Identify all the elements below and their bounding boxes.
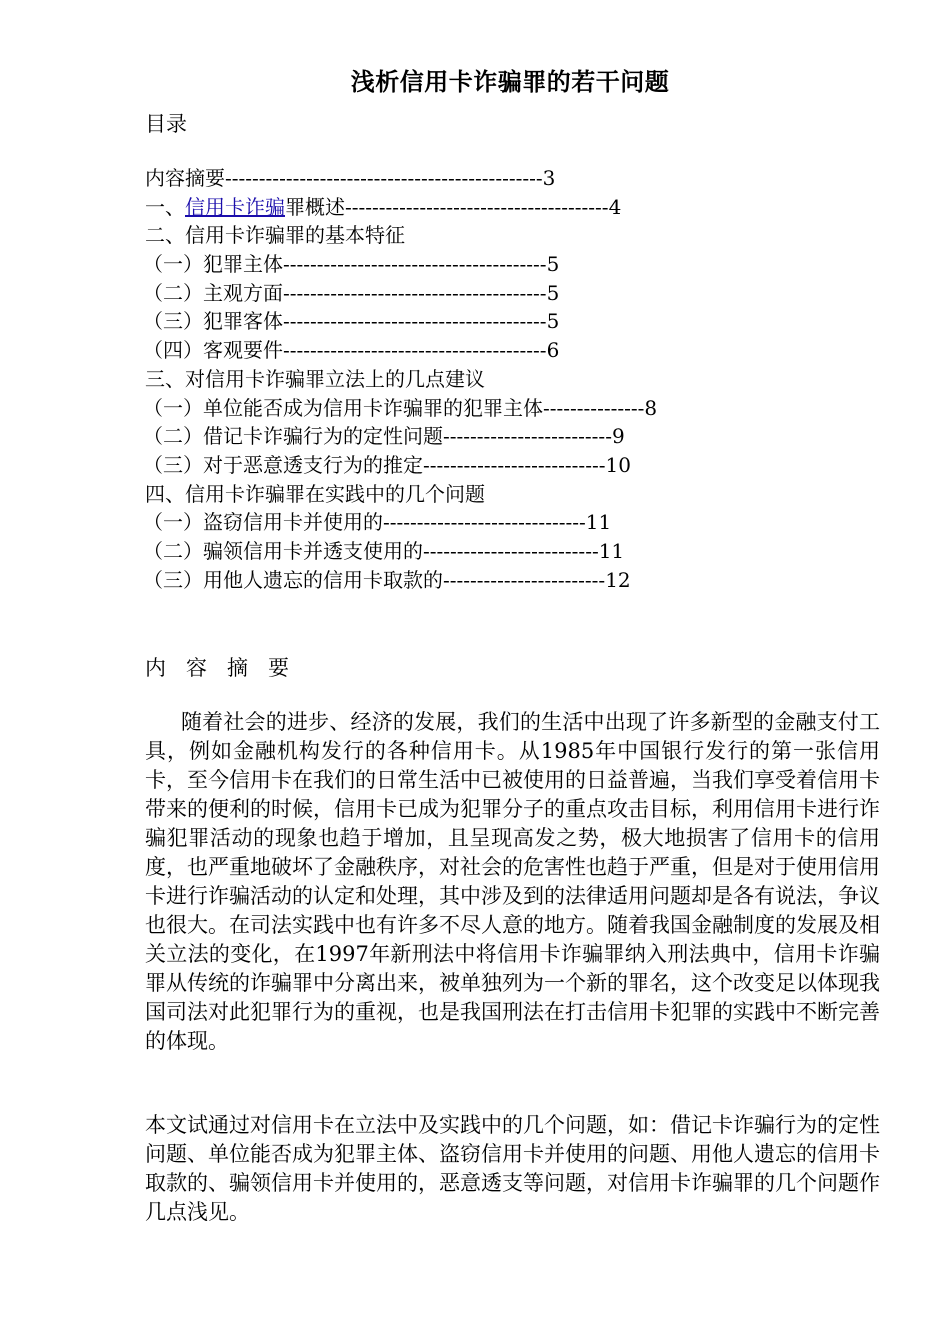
toc-heading: 目录 — [145, 112, 187, 136]
toc-page-number: 12 — [605, 567, 631, 592]
toc-entry — [143, 451, 657, 480]
toc-entry — [143, 422, 657, 451]
toc-entry — [143, 537, 657, 566]
toc-leader: --------------------------- — [423, 452, 606, 477]
toc-page-number: 5 — [546, 280, 560, 305]
toc-entry-text: （一）犯罪主体 — [143, 252, 283, 277]
toc-entry-text: （三）对于恶意透支行为的推定 — [143, 452, 423, 477]
toc-entry-text: 四、信用卡诈骗罪在实践中的几个问题 — [145, 481, 485, 506]
toc-leader: -------------------------- — [423, 538, 599, 563]
toc-entry — [143, 279, 657, 308]
toc-leader: --------------------------------------- — [283, 309, 547, 334]
table-of-contents — [145, 164, 657, 594]
toc-leader: ----------------------------------------------- — [225, 166, 543, 190]
toc-entry-text: （二）骗领信用卡并透支使用的 — [143, 538, 423, 563]
toc-page-number: 4 — [608, 194, 622, 219]
toc-entry — [145, 193, 657, 222]
toc-leader: --------------------------------------- — [283, 338, 547, 363]
toc-page-number: 8 — [644, 395, 658, 420]
toc-entry-text-suffix: 罪概述 — [285, 194, 345, 219]
toc-page-number: 11 — [598, 538, 625, 563]
toc-entry — [143, 566, 657, 595]
abstract-paragraph: 随着社会的进步、经济的发展，我们的生活中出现了许多新型的金融支付工具，例如金融机构发行的各种信用卡。从1985年中国银行发行的第一张信用卡，至今信用卡在我们的日常生活中已被使用的日益普遍，当我们享受着信用卡带来的便利的时候，信用卡已成为犯罪分子的重点攻击目标，利用信用卡进行诈骗犯罪活动的现象也趋于增加，且呈现高发之势，极大地损害了信用卡的信用度，也严重地破坏了金融秩序，对社会的危害性也趋于严重，但是对于使用信用卡进行诈骗活动的认定和处理，其中涉及到的法律适用问题却是各有说法，争议也很大。在司法实践中也有许多不尽人意的地方。随着我国金融制度的发展及相关立法的变化，在1997年新刑法中将信用卡诈骗罪纳入刑法典中，信用卡诈骗罪从传统的诈骗罪中分离出来，被单独列为一个新的罪名，这个改变足以体现我国司法对此犯罪行为的重视，也是我国刑法在打击信用卡犯罪的实践中不断完善的体现。 — [145, 710, 880, 1053]
toc-entry-text: 内容摘要 — [145, 166, 225, 190]
toc-entry — [143, 307, 657, 336]
toc-entry-text: 三、对信用卡诈骗罪立法上的几点建议 — [145, 366, 485, 391]
abstract-heading: 内容摘要 — [145, 656, 309, 680]
toc-leader: --------------------------------------- — [283, 280, 547, 305]
toc-entry — [143, 508, 657, 537]
toc-entry — [143, 394, 657, 423]
toc-entry-text: （一）盗窃信用卡并使用的 — [143, 510, 383, 535]
toc-section-heading — [145, 221, 657, 250]
document-title: 浅析信用卡诈骗罪的若干问题 — [350, 68, 670, 96]
toc-page-number: 11 — [585, 510, 612, 535]
toc-entry-text: （三）用他人遗忘的信用卡取款的 — [143, 567, 443, 592]
toc-entry — [145, 164, 657, 193]
toc-entry-text: （四）客观要件 — [143, 338, 283, 363]
toc-leader: --------------- — [543, 395, 645, 420]
toc-entry — [143, 250, 657, 279]
toc-page-number: 10 — [605, 452, 631, 477]
toc-entry-text: （二）主观方面 — [143, 280, 283, 305]
toc-leader: --------------------------------------- — [345, 194, 609, 219]
toc-page-number: 3 — [542, 166, 556, 190]
toc-entry-text: 一、 — [145, 194, 185, 219]
abstract-paragraph: 本文试通过对信用卡在立法中及实践中的几个问题，如：借记卡诈骗行为的定性问题、单位能否成为犯罪主体、盗窃信用卡并使用的问题、用他人遗忘的信用卡取款的、骗领信用卡并使用的，恶意透支等问题，对信用卡诈骗罪的几个问题作几点浅见。 — [145, 1113, 880, 1224]
toc-page-number: 9 — [611, 424, 625, 449]
toc-entry — [143, 336, 657, 365]
toc-entry-text: （一）单位能否成为信用卡诈骗罪的犯罪主体 — [143, 395, 543, 420]
toc-section-heading — [145, 365, 657, 394]
toc-leader: ------------------------------ — [383, 510, 586, 535]
toc-leader: --------------------------------------- — [283, 252, 547, 277]
toc-leader: ------------------------ — [443, 567, 606, 592]
toc-entry-text: （二）借记卡诈骗行为的定性问题 — [143, 424, 443, 449]
toc-page-number: 5 — [546, 252, 560, 277]
toc-page-number: 5 — [546, 309, 560, 334]
toc-section-heading — [145, 480, 657, 509]
toc-entry-text: （三）犯罪客体 — [143, 309, 283, 334]
toc-leader: ------------------------- — [443, 424, 612, 449]
toc-entry-text: 二、信用卡诈骗罪的基本特征 — [145, 223, 405, 248]
toc-hyperlink[interactable]: 信用卡诈骗 — [185, 194, 285, 219]
toc-page-number: 6 — [546, 338, 560, 363]
